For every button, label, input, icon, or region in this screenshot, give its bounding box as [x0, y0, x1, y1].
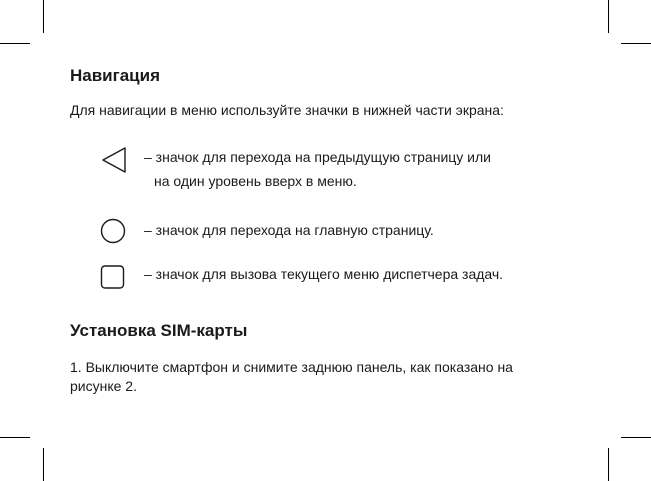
navigation-heading: Навигация — [70, 66, 160, 85]
nav-item-recent-description: – значок для вызова текущего меню диспетчера задач. — [144, 266, 504, 282]
home-circle-icon — [98, 218, 128, 248]
nav-item-back — [70, 145, 570, 189]
sim-heading: Установка SIM-карты — [70, 321, 248, 340]
sim-step-1: 1. Выключите смартфон и снимите заднюю панель, как показано на рисунке 2. — [70, 359, 513, 394]
crop-mark — [43, 448, 44, 481]
nav-item-recent — [70, 262, 570, 306]
crop-mark — [0, 43, 30, 44]
back-triangle-icon — [98, 145, 128, 175]
nav-item-home-description: – значок для перехода на главную страницу. — [144, 222, 434, 238]
nav-item-back-description: – значок для перехода на предыдущую страницу или на один уровень вверх в меню. — [144, 149, 491, 189]
recent-apps-square-icon — [98, 262, 128, 292]
nav-item-home — [70, 218, 570, 262]
crop-mark — [43, 0, 44, 33]
navigation-intro: Для навигации в меню используйте значки в нижней части экрана: — [70, 102, 504, 118]
crop-mark — [608, 448, 609, 481]
crop-mark — [0, 437, 30, 438]
crop-mark — [621, 437, 651, 438]
crop-mark — [621, 43, 651, 44]
crop-mark — [608, 0, 609, 33]
